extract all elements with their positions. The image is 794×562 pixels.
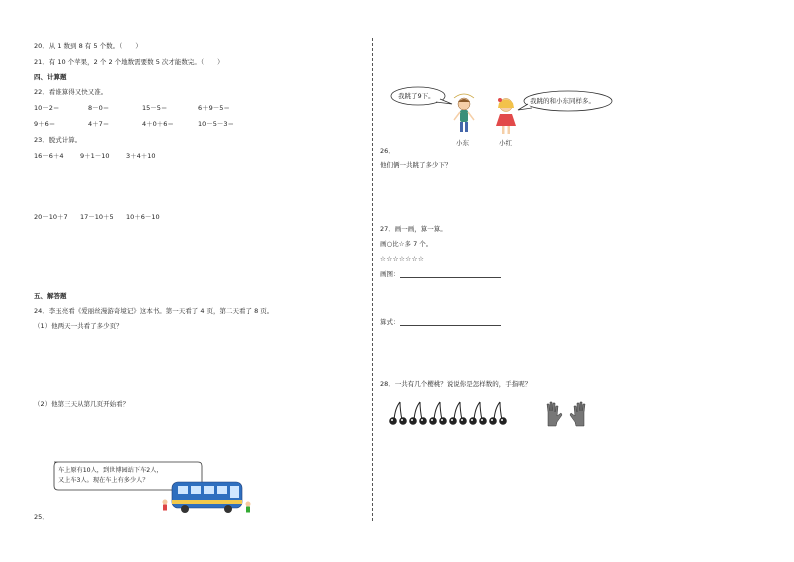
calc-cell: 4＋0＋6＝: [142, 120, 174, 128]
question-25: 25．: [34, 513, 49, 521]
oral-cell: 20－10＋7: [34, 213, 68, 221]
question-28: 28．一共有几个樱桃？说说你是怎样数的，手指呢？: [380, 380, 532, 388]
oral-cell: 3＋4＋10: [126, 152, 156, 160]
bus-problem-line-2: 又上车3人。现在车上有多少人？: [58, 477, 149, 484]
calc-cell: 10－5－3＝: [198, 120, 235, 128]
section-5-title: 五、解答题: [34, 292, 67, 300]
question-22: 22．看谁算得又快又准。: [34, 88, 108, 96]
formula-label: 算式：: [380, 318, 400, 326]
oral-cell: 10＋6－10: [126, 213, 160, 221]
girl-illustration: [494, 96, 518, 138]
question-26-text: 他们俩一共跳了多少下？: [380, 161, 452, 169]
column-divider: [372, 38, 373, 521]
speech-boy-text: 我跳了9下。: [398, 92, 435, 100]
draw-answer-line[interactable]: [400, 277, 501, 278]
calc-cell: 6＋9－5＝: [198, 104, 230, 112]
question-26: 26．: [380, 147, 395, 155]
question-23: 23．脱式计算。: [34, 136, 82, 144]
boy-jump-rope-illustration: [452, 94, 476, 138]
speech-girl-text: 我跳的和小东同样多。: [530, 97, 595, 105]
formula-answer-line[interactable]: [400, 325, 501, 326]
calc-cell: 9＋6＝: [34, 120, 56, 128]
oral-cell: 17－10＋5: [80, 213, 114, 221]
name-girl: 小红: [499, 139, 512, 147]
question-21: 21．有 10 个苹果，2 个 2 个地数需要数 5 次才能数完。（ ）: [34, 58, 224, 66]
question-24: 24．李玉亮看《爱丽丝漫游奇境记》这本书。第一天看了 4 页，第二天看了 8 页。: [34, 307, 274, 315]
oral-cell: 16－6＋4: [34, 152, 64, 160]
calc-cell: 10－2＝: [34, 104, 60, 112]
calc-cell: 15－5＝: [142, 104, 168, 112]
draw-label: 画图：: [380, 270, 400, 278]
question-20: 20．从 1 数到 8 有 5 个数。（ ）: [34, 42, 142, 50]
question-27: 27．画一画，算一算。: [380, 225, 447, 233]
calc-cell: 8－0＝: [88, 104, 110, 112]
bus-problem-line-1: 车上原有10人，到世博园站下车2人，: [58, 467, 163, 474]
section-4-title: 四、计算题: [34, 73, 67, 81]
question-24-part-1: （1）他两天一共看了多少页？: [34, 322, 123, 330]
cherries-illustration: [388, 400, 514, 426]
question-27-sub: 画○比☆多 7 个。: [380, 240, 433, 248]
question-24-part-2: （2）他第三天从第几页开始看？: [34, 400, 130, 408]
name-boy: 小东: [456, 139, 469, 147]
hands-illustration: [544, 400, 588, 428]
stars-row: ☆☆☆☆☆☆☆: [380, 255, 425, 263]
oral-cell: 9＋1－10: [80, 152, 110, 160]
calc-cell: 4＋7＝: [88, 120, 110, 128]
